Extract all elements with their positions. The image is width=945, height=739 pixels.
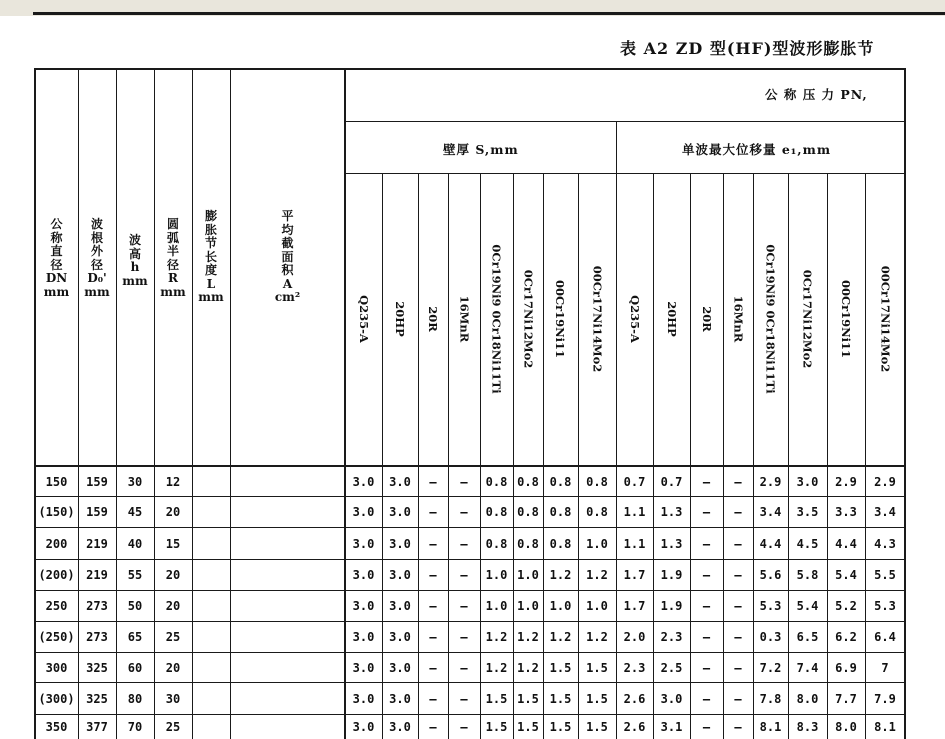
table-cell: 350 <box>45 720 68 734</box>
table-cell: 4.4 <box>835 536 857 551</box>
table-cell: 50 <box>127 599 143 613</box>
table-cell: 1.3 <box>660 536 683 551</box>
table-cell: 20 <box>165 599 181 613</box>
table-cell: 3.0 <box>352 568 375 582</box>
table-cell: — <box>460 568 468 582</box>
table-cell <box>192 528 230 559</box>
material-label: 20HP <box>664 301 679 337</box>
table-cell: 5.5 <box>874 568 896 582</box>
table-cell: 1.2 <box>485 660 508 675</box>
material-header <box>543 173 578 465</box>
table-cell: 7.8 <box>759 691 782 706</box>
material-label: 00Cr17Ni14Mo2 <box>590 265 605 373</box>
material-header <box>345 173 382 465</box>
table-cell: 3.5 <box>796 505 819 519</box>
table-cell: 1.5 <box>549 660 572 675</box>
table-cell: 273 <box>86 630 108 644</box>
material-label: 16MnR <box>457 295 471 343</box>
table-cell: — <box>429 599 437 613</box>
table-cell: 3.0 <box>352 630 375 644</box>
table-cell: 325 <box>86 691 108 706</box>
table-cell: 377 <box>86 720 108 734</box>
table-cell: — <box>429 660 437 675</box>
table-cell: 1.0 <box>517 568 539 582</box>
table-cell: 1.2 <box>549 568 572 582</box>
material-header <box>513 173 543 465</box>
table-cell: — <box>734 660 742 675</box>
table-cell <box>192 683 230 714</box>
table-cell: — <box>429 691 437 706</box>
table-cell: 3.0 <box>389 505 411 519</box>
material-label: 20HP <box>393 301 407 337</box>
table-cell: 4.4 <box>759 536 782 551</box>
table-cell: 7.9 <box>874 691 896 706</box>
material-label: 16MnR <box>731 295 745 343</box>
table-cell: — <box>734 599 742 613</box>
table-cell: — <box>702 536 711 551</box>
table-cell: 5.4 <box>835 568 857 582</box>
table-cell: — <box>429 474 437 489</box>
table-cell: 1.2 <box>586 630 608 644</box>
table-cell: 159 <box>86 474 108 489</box>
table-cell: 1.5 <box>586 691 608 706</box>
table-cell: 7.4 <box>796 660 819 675</box>
table-cell: 1.7 <box>623 599 646 613</box>
table-cell: 6.4 <box>874 630 896 644</box>
material-label: 00Cr19Ni11 <box>553 279 568 359</box>
table-cell: 8.0 <box>796 691 819 706</box>
table-cell <box>230 591 345 621</box>
table-cell: 1.5 <box>517 691 539 706</box>
material-label: 0Cr19Ni9 0Cr18Ni11Ti <box>489 244 504 394</box>
material-header <box>578 173 616 465</box>
table-cell: 4.5 <box>796 536 819 551</box>
table-cell: 5.3 <box>759 599 782 613</box>
table-cell: — <box>734 691 742 706</box>
table-cell: 1.5 <box>485 720 508 734</box>
table-cell: 7.7 <box>835 691 857 706</box>
table-cell: 150 <box>45 474 68 489</box>
table-cell: 1.5 <box>517 720 539 734</box>
table-cell: 80 <box>127 691 143 706</box>
table-cell: — <box>702 660 711 675</box>
table-cell: — <box>734 630 742 644</box>
material-label: 20R <box>426 306 440 332</box>
table-cell: (150) <box>38 505 75 519</box>
table-cell <box>230 467 345 496</box>
table-cell: — <box>702 568 711 582</box>
table-cell: — <box>429 536 437 551</box>
table-cell: 3.0 <box>796 474 819 489</box>
table-cell: 2.5 <box>660 660 683 675</box>
column-label-l: 膨 胀 节 长 度 L mm <box>198 209 224 304</box>
material-header <box>480 173 513 465</box>
table-cell: 1.1 <box>623 505 646 519</box>
material-header <box>690 173 723 465</box>
header-rule-wall <box>345 121 905 122</box>
table-cell: 3.0 <box>352 660 375 675</box>
table-cell: 1.5 <box>586 720 608 734</box>
table-cell <box>192 497 230 527</box>
table-cell: 3.0 <box>389 474 411 489</box>
table-cell: 0.8 <box>485 505 508 519</box>
wall-thickness-header: 壁厚 S,mm <box>443 142 519 157</box>
table-cell: 1.1 <box>623 536 646 551</box>
table-cell: — <box>460 691 468 706</box>
table-cell: 273 <box>86 599 108 613</box>
material-header <box>616 173 653 465</box>
table-cell: — <box>734 505 742 519</box>
displacement-header: 单波最大位移量 e₁,mm <box>682 142 832 157</box>
table-cell: — <box>460 536 468 551</box>
table-cell: 1.0 <box>485 599 508 613</box>
table-cell: 1.0 <box>586 599 608 613</box>
material-header <box>448 173 480 465</box>
table-cell: 2.3 <box>660 630 683 644</box>
table-cell <box>230 653 345 682</box>
table-cell: 0.3 <box>759 630 782 644</box>
table-cell: 325 <box>86 660 108 675</box>
table-cell: 1.0 <box>549 599 572 613</box>
table-title: 表 A2 ZD 型(HF)型波形膨胀节 <box>620 39 875 58</box>
table-cell: 3.0 <box>389 630 411 644</box>
table-cell: 0.8 <box>485 536 508 551</box>
table-cell: 1.0 <box>517 599 539 613</box>
table-cell <box>230 715 345 739</box>
table-cell: — <box>734 536 742 551</box>
table-cell: 0.8 <box>517 474 539 489</box>
table-cell: 25 <box>165 630 181 644</box>
table-cell <box>230 622 345 652</box>
table-cell: 0.8 <box>485 474 508 489</box>
table-cell: 8.3 <box>796 720 819 734</box>
table-cell: — <box>460 599 468 613</box>
table-cell: — <box>429 630 437 644</box>
material-label: 00Cr19Ni11 <box>839 279 854 359</box>
table-cell: 0.7 <box>660 474 683 489</box>
table-cell <box>192 467 230 496</box>
table-cell: 200 <box>45 536 68 551</box>
table-cell: 3.4 <box>874 505 896 519</box>
table-cell: (300) <box>38 691 75 706</box>
table-cell: 1.7 <box>623 568 646 582</box>
table-cell: 0.8 <box>517 536 539 551</box>
table-cell <box>192 653 230 682</box>
table-cell: 1.2 <box>549 630 572 644</box>
pressure-header: 公 称 压 力 PN, <box>765 87 868 102</box>
table-cell: 60 <box>127 660 143 675</box>
table-cell: — <box>429 505 437 519</box>
material-header <box>418 173 448 465</box>
table-cell <box>230 497 345 527</box>
table-cell: 0.8 <box>549 474 572 489</box>
material-label: 0Cr19Ni9 0Cr18Ni11Ti <box>763 244 778 394</box>
table-cell: 3.3 <box>835 505 857 519</box>
table-cell: 3.0 <box>352 599 375 613</box>
table-cell: 5.4 <box>796 599 819 613</box>
table-cell: 3.0 <box>389 720 411 734</box>
table-cell: 2.6 <box>623 720 646 734</box>
table-cell: 8.1 <box>759 720 782 734</box>
table-cell: 5.6 <box>759 568 782 582</box>
material-header <box>865 173 905 465</box>
table-cell: — <box>702 599 711 613</box>
table-cell: (200) <box>38 568 75 582</box>
table-cell: 8.0 <box>835 720 857 734</box>
table-cell: 2.9 <box>874 474 896 489</box>
material-label: 00Cr17Ni14Mo2 <box>878 265 893 373</box>
table-cell: 0.7 <box>623 474 646 489</box>
table-cell: (250) <box>38 630 75 644</box>
table-cell: 0.8 <box>586 474 608 489</box>
table-cell <box>230 560 345 590</box>
table-cell <box>192 591 230 621</box>
table-cell: — <box>460 474 468 489</box>
table-cell: 1.5 <box>549 691 572 706</box>
table-cell: 3.1 <box>660 720 683 734</box>
material-label: Q235-A <box>627 295 642 343</box>
table-cell: — <box>702 720 711 734</box>
material-header <box>653 173 690 465</box>
table-cell: 2.9 <box>759 474 782 489</box>
table-cell: — <box>429 720 437 734</box>
table-cell: 0.8 <box>586 505 608 519</box>
table-cell: 2.3 <box>623 660 646 675</box>
material-label: 0Cr17Ni12Mo2 <box>521 269 536 369</box>
table-top-border <box>35 68 905 70</box>
table-cell: 0.8 <box>517 505 539 519</box>
table-cell: — <box>734 474 742 489</box>
table-cell: 15 <box>165 536 181 551</box>
table-cell: 3.0 <box>389 691 411 706</box>
table-cell: — <box>460 630 468 644</box>
table-cell: 1.2 <box>517 630 539 644</box>
table-cell: 55 <box>127 568 143 582</box>
table-cell: — <box>702 505 711 519</box>
table-cell: 2.0 <box>623 630 646 644</box>
material-header <box>382 173 418 465</box>
table-cell: 3.0 <box>352 691 375 706</box>
table-cell: 8.1 <box>874 720 896 734</box>
table-cell: 5.8 <box>796 568 819 582</box>
table-cell: 300 <box>45 660 68 675</box>
table-cell: 4.3 <box>874 536 896 551</box>
material-header <box>753 173 788 465</box>
table-cell: 20 <box>165 568 181 582</box>
material-header <box>827 173 865 465</box>
table-cell: 70 <box>127 720 143 734</box>
table-cell: 1.0 <box>586 536 608 551</box>
table-cell: 30 <box>165 691 181 706</box>
table-cell: 1.0 <box>485 568 508 582</box>
table-cell <box>192 560 230 590</box>
table-cell: 30 <box>127 474 143 489</box>
table-cell: 3.0 <box>352 505 375 519</box>
table-cell: 1.9 <box>660 568 683 582</box>
material-header <box>723 173 753 465</box>
column-label-a: 平 均 截 面 积 A cm² <box>274 209 301 304</box>
table-cell: 20 <box>165 660 181 675</box>
table-cell: 1.5 <box>485 691 508 706</box>
table-cell: — <box>702 474 711 489</box>
table-cell: — <box>702 630 711 644</box>
material-label: 20R <box>699 306 714 332</box>
table-cell: 3.0 <box>352 536 375 551</box>
column-label-dn: 公 称 直 径 DN mm <box>43 217 70 299</box>
table-cell: — <box>460 660 468 675</box>
table-cell: 3.0 <box>389 568 411 582</box>
table-cell: 219 <box>86 568 108 582</box>
table-cell: 6.9 <box>835 660 857 675</box>
table-cell: 1.5 <box>549 720 572 734</box>
table-cell: 2.9 <box>835 474 857 489</box>
table-cell: 219 <box>86 536 108 551</box>
expansion-joint-table <box>35 68 905 739</box>
table-cell: — <box>734 568 742 582</box>
table-cell: 5.2 <box>835 599 857 613</box>
table-cell: 40 <box>127 536 143 551</box>
table-cell: 3.0 <box>389 599 411 613</box>
column-label-do: 波 根 外 径 D₀' mm <box>84 217 110 299</box>
table-cell: 65 <box>127 630 143 644</box>
table-cell: 1.2 <box>517 660 539 675</box>
table-cell: — <box>429 568 437 582</box>
table-cell: 3.0 <box>352 474 375 489</box>
table-cell: 3.0 <box>660 691 683 706</box>
material-header <box>788 173 827 465</box>
table-cell: — <box>460 505 468 519</box>
table-cell <box>192 715 230 739</box>
table-cell: 7.2 <box>759 660 782 675</box>
header-rule <box>33 12 945 15</box>
table-cell: 6.2 <box>835 630 857 644</box>
table-cell: 1.9 <box>660 599 683 613</box>
column-label-r: 圆 弧 半 径 R mm <box>160 217 186 299</box>
table-cell: 45 <box>127 505 143 519</box>
table-cell <box>192 622 230 652</box>
table-cell: 1.2 <box>586 568 608 582</box>
table-cell: 159 <box>86 505 108 519</box>
table-cell: 12 <box>165 474 181 489</box>
table-cell <box>230 683 345 714</box>
table-cell: 3.4 <box>759 505 782 519</box>
material-label: Q235-A <box>356 295 371 343</box>
table-cell: 1.2 <box>485 630 508 644</box>
table-cell <box>230 528 345 559</box>
table-cell: — <box>460 720 468 734</box>
table-cell: 1.3 <box>660 505 683 519</box>
table-cell: — <box>734 720 742 734</box>
table-cell: 20 <box>165 505 181 519</box>
table-cell: 0.8 <box>549 505 572 519</box>
table-cell: 6.5 <box>796 630 819 644</box>
table-cell: 5.3 <box>874 599 896 613</box>
table-cell: — <box>702 691 711 706</box>
material-label: 0Cr17Ni12Mo2 <box>800 269 815 369</box>
table-cell: 7 <box>881 660 889 675</box>
table-cell: 2.6 <box>623 691 646 706</box>
table-cell: 3.0 <box>389 660 411 675</box>
table-cell: 0.8 <box>549 536 572 551</box>
table-cell: 3.0 <box>352 720 375 734</box>
table-cell: 3.0 <box>389 536 411 551</box>
table-cell: 1.5 <box>586 660 608 675</box>
table-cell: 250 <box>45 599 68 613</box>
column-label-h: 波 高 h mm <box>122 233 148 288</box>
table-cell: 25 <box>165 720 181 734</box>
